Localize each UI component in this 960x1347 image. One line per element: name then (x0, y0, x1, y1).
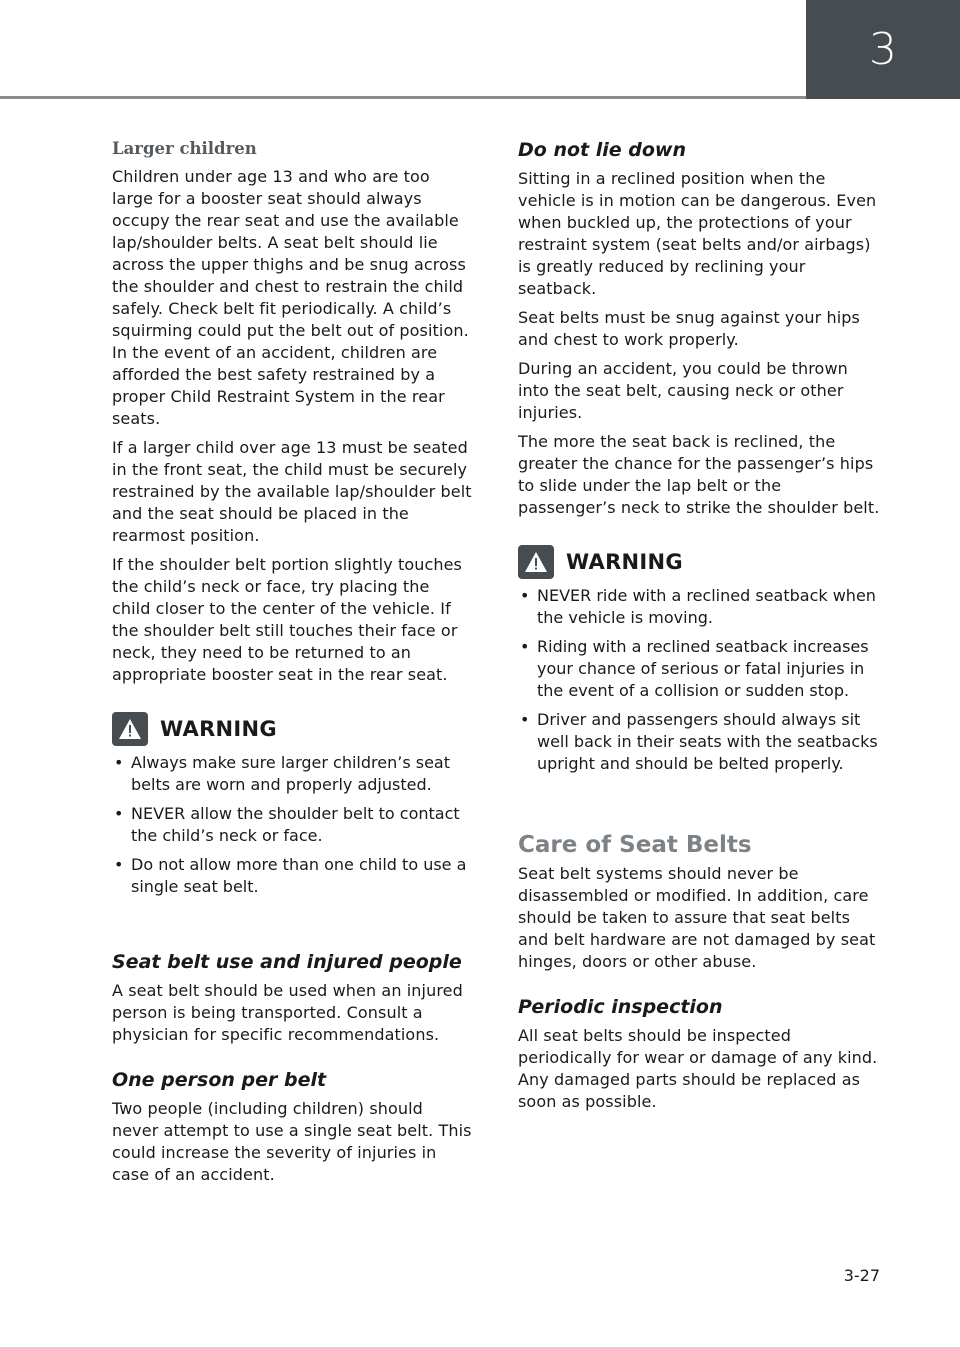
injured-people-paragraph: A seat belt should be used when an injured person is being transported. Consult a physician for specific recommendations. (112, 981, 463, 1044)
injured-people-heading: Seat belt use and injured people (112, 951, 462, 973)
do-not-lie-down-heading: Do not lie down (518, 139, 686, 161)
header-rule (0, 96, 806, 99)
right-warning-title (518, 545, 880, 579)
warning-triangle-icon (112, 712, 148, 746)
page-number: 3-27 (843, 1266, 880, 1285)
list-item: • Riding with a reclined seatback increases your chance of serious or fatal injuries in the event of a collision or sudden stop. (518, 636, 880, 702)
left-warning-box (112, 712, 472, 898)
list-item: • NEVER ride with a reclined seatback when the vehicle is moving. (518, 585, 880, 629)
list-item: • Driver and passengers should always sit well back in their seats with the seatbacks upright and should be belted properly. (518, 709, 880, 775)
left-warning-label: WARNING (160, 717, 277, 741)
one-person-per-belt-heading: One person per belt (112, 1069, 327, 1091)
periodic-inspection-heading: Periodic inspection (518, 996, 723, 1018)
left-column (112, 138, 472, 1193)
larger-children-paragraph-2: If a larger child over age 13 must be seated in the front seat, the child must be securely restrained by the available lap/shoulder belt and the seat should be placed in the rearmost position. (112, 438, 472, 545)
lie-down-paragraph-1: Sitting in a reclined position when the vehicle is in motion can be dangerous. Even when buckled up, the protections of your restraint system (seat belts and/or airbags) is greatly reduced by reclining your seatback. (518, 169, 877, 298)
inspection-paragraph: All seat belts should be inspected periodically for wear or damage of any kind. Any damaged parts should be replaced as soon as possible. (518, 1026, 878, 1111)
one-person-per-belt-paragraph: Two people (including children) should never attempt to use a single seat belt. This could increase the severity of injuries in case of an accident. (112, 1099, 472, 1184)
lie-down-paragraph-3: During an accident, you could be thrown into the seat belt, causing neck or other injuries. (518, 359, 848, 422)
chapter-tab (806, 0, 960, 99)
right-column (518, 138, 880, 1120)
list-item: • Always make sure larger children’s seat belts are worn and properly adjusted. (112, 752, 472, 796)
right-warning-box (518, 545, 880, 775)
chapter-number: 3 (869, 24, 897, 75)
right-warning-list (518, 585, 880, 775)
list-item: • NEVER allow the shoulder belt to contact the child’s neck or face. (112, 803, 472, 847)
larger-children-heading: Larger children (112, 139, 257, 158)
warning-triangle-icon (518, 545, 554, 579)
care-of-seat-belts-heading: Care of Seat Belts (518, 832, 752, 858)
right-warning-label: WARNING (566, 550, 683, 574)
left-warning-list (112, 752, 472, 898)
left-warning-title (112, 712, 472, 746)
care-paragraph: Seat belt systems should never be disassembled or modified. In addition, care should be taken to assure that seat belts and belt hardware are not damaged by seat hinges, doors or other abuse. (518, 864, 876, 971)
lie-down-paragraph-4: The more the seat back is reclined, the greater the chance for the passenger’s hips to slide under the lap belt or the passenger’s neck to strike the shoulder belt. (518, 432, 880, 517)
larger-children-paragraph-1: Children under age 13 and who are too large for a booster seat should always occupy the rear seat and use the available lap/shoulder belts. A seat belt should lie across the upper thighs and be snug across the shoulder and chest to restrain the child safely. Check belt fit periodically. A child’s squirming could put the belt out of position. In the event of an accident, children are afforded the best safety restrained by a proper Child Restraint System in the rear seats. (112, 167, 469, 428)
list-item: • Do not allow more than one child to use a single seat belt. (112, 854, 472, 898)
lie-down-paragraph-2: Seat belts must be snug against your hips and chest to work properly. (518, 308, 860, 349)
larger-children-paragraph-3: If the shoulder belt portion slightly touches the child’s neck or face, try placing the child closer to the center of the vehicle. If the shoulder belt still touches their face or neck, they need to be returned to an appropriate booster seat in the rear seat. (112, 555, 462, 684)
